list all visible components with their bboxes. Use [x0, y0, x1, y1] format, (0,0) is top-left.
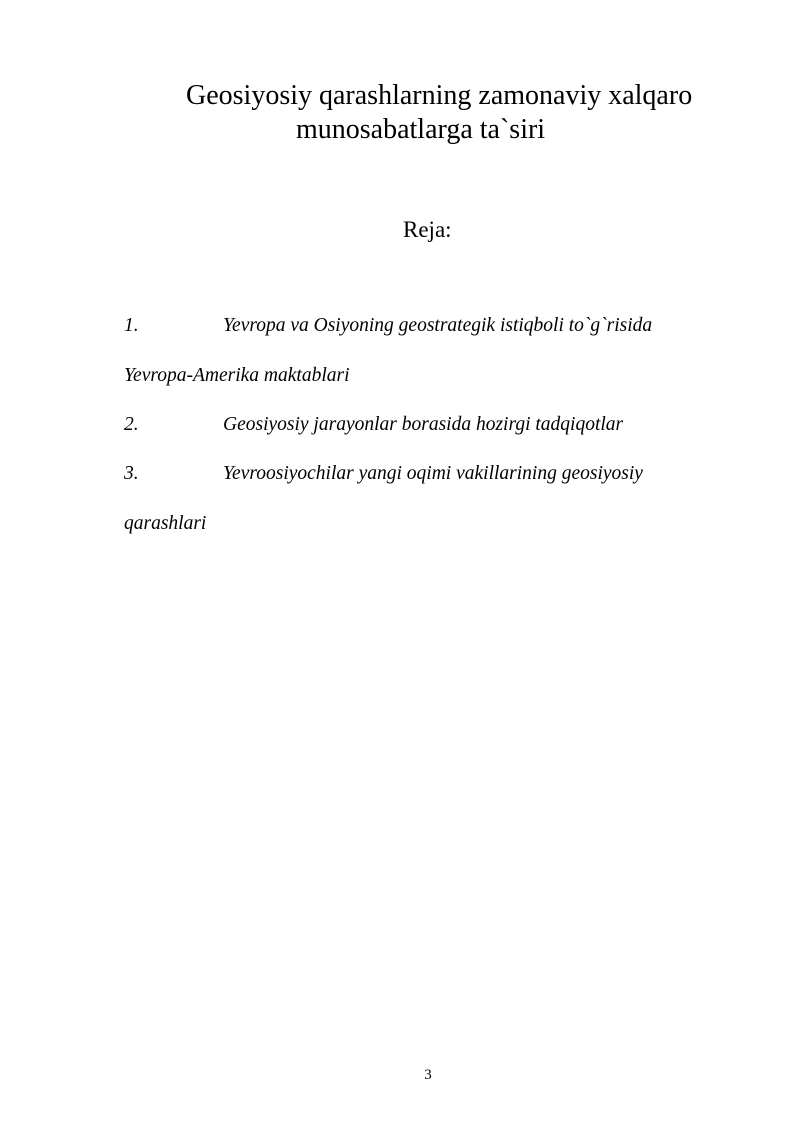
- plan-item-text: Yevropa va Osiyoning geostrategik istiqboli to`g`risida: [223, 315, 653, 336]
- plan-item-text: Yevroosiyochilar yangi oqimi vakillarining geosiyosiy: [223, 463, 643, 484]
- document-title-line-1: Geosiyosiy qarashlarning zamonaviy xalqaro: [186, 80, 693, 111]
- plan-item-continuation: Yevropa-Amerika maktablari: [124, 365, 350, 386]
- plan-heading: Reja:: [403, 217, 452, 242]
- plan-item-number: 3.: [124, 463, 139, 484]
- page-number: 3: [424, 1067, 432, 1083]
- plan-item-continuation: qarashlari: [124, 513, 207, 534]
- document-title-line-2: munosabatlarga ta`siri: [296, 114, 546, 145]
- plan-item-number: 2.: [124, 414, 139, 435]
- plan-item-number: 1.: [124, 315, 139, 336]
- plan-item-text: Geosiyosiy jarayonlar borasida hozirgi tadqiqotlar: [223, 414, 624, 435]
